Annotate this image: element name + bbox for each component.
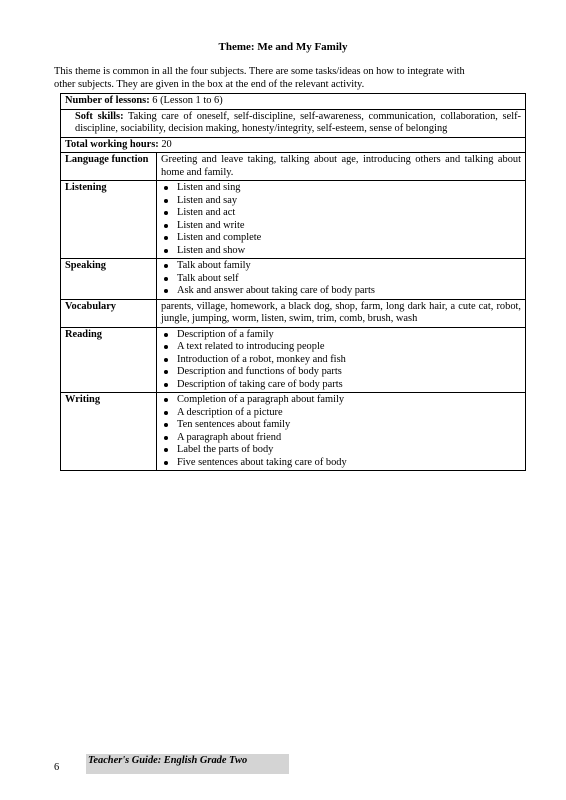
bullet-list — [161, 182, 521, 257]
list-item: Description and functions of body parts — [161, 366, 521, 379]
list-item: A description of a picture — [161, 407, 521, 420]
table-row — [61, 328, 525, 394]
list-item: Description of taking care of body parts — [161, 379, 521, 392]
row-label: Vocabulary — [61, 300, 157, 327]
list-item: Description of a family — [161, 329, 521, 342]
table-row — [61, 300, 525, 328]
list-item: Introduction of a robot, monkey and fish — [161, 354, 521, 367]
intro-line-2: other subjects. They are given in the box at the end of the relevant activity. — [54, 78, 365, 90]
list-item: Listen and show — [161, 245, 521, 258]
row-text: parents, village, homework, a black dog, shop, farm, long dark hair, a cute cat, robot, jungle, jumping, worm, listen, swim, trim, comb, brush, wash — [161, 300, 521, 324]
hours-value: 20 — [158, 138, 172, 150]
table-row — [61, 259, 525, 300]
table-row — [61, 393, 525, 470]
row-content — [157, 328, 525, 393]
row-text: Greeting and leave taking, talking about age, introducing others and talking about home and family. — [161, 154, 521, 178]
table-row — [61, 153, 525, 181]
list-item: Talk about self — [161, 273, 521, 286]
row-content — [157, 393, 525, 470]
list-item: Listen and say — [161, 195, 521, 208]
list-item: Label the parts of body — [161, 444, 521, 457]
hours-row — [61, 138, 525, 154]
list-item: Listen and complete — [161, 232, 521, 245]
bullet-list — [161, 260, 521, 298]
row-label: Writing — [61, 393, 157, 470]
lessons-value: 6 (Lesson 1 to 6) — [149, 95, 223, 106]
list-item: A text related to introducing people — [161, 341, 521, 354]
table-row — [61, 181, 525, 259]
list-item: Listen and sing — [161, 182, 521, 195]
row-label: Language function — [61, 153, 157, 180]
page-title: Theme: Me and My Family — [218, 41, 348, 53]
theme-table — [60, 93, 526, 471]
page-number: 6 — [54, 762, 60, 773]
intro-paragraph — [54, 66, 526, 91]
bullet-list — [161, 394, 521, 469]
soft-skills-row — [61, 110, 525, 138]
lessons-row — [61, 94, 525, 110]
soft-skills-value: Taking care of oneself, self-discipline, self-awareness, communication, collaboration, self-discipline, sociability, decision making, honesty/integrity, self-esteem, sense of belonging — [75, 110, 522, 134]
intro-line-1: This theme is common in all the four subjects. There are some tasks/ideas on how to integrate with — [54, 66, 465, 77]
soft-skills-label: Soft skills: — [75, 110, 124, 122]
row-label: Reading — [61, 328, 157, 393]
footer-label: Teacher's Guide: English Grade Two — [86, 754, 289, 774]
list-item: Ask and answer about taking care of body parts — [161, 285, 521, 298]
row-content — [157, 300, 525, 327]
row-content — [157, 259, 525, 299]
row-content — [157, 181, 525, 258]
list-item: A paragraph about friend — [161, 432, 521, 445]
list-item: Listen and act — [161, 207, 521, 220]
list-item: Listen and write — [161, 220, 521, 233]
list-item: Completion of a paragraph about family — [161, 394, 521, 407]
lessons-label: Number of lessons: — [65, 95, 150, 106]
hours-label: Total working hours: — [65, 138, 159, 150]
list-item: Five sentences about taking care of body — [161, 457, 521, 470]
list-item: Talk about family — [161, 260, 521, 273]
row-label: Speaking — [61, 259, 157, 299]
row-content — [157, 153, 525, 180]
row-label: Listening — [61, 181, 157, 258]
bullet-list — [161, 329, 521, 392]
skill-rows — [61, 153, 525, 470]
list-item: Ten sentences about family — [161, 419, 521, 432]
